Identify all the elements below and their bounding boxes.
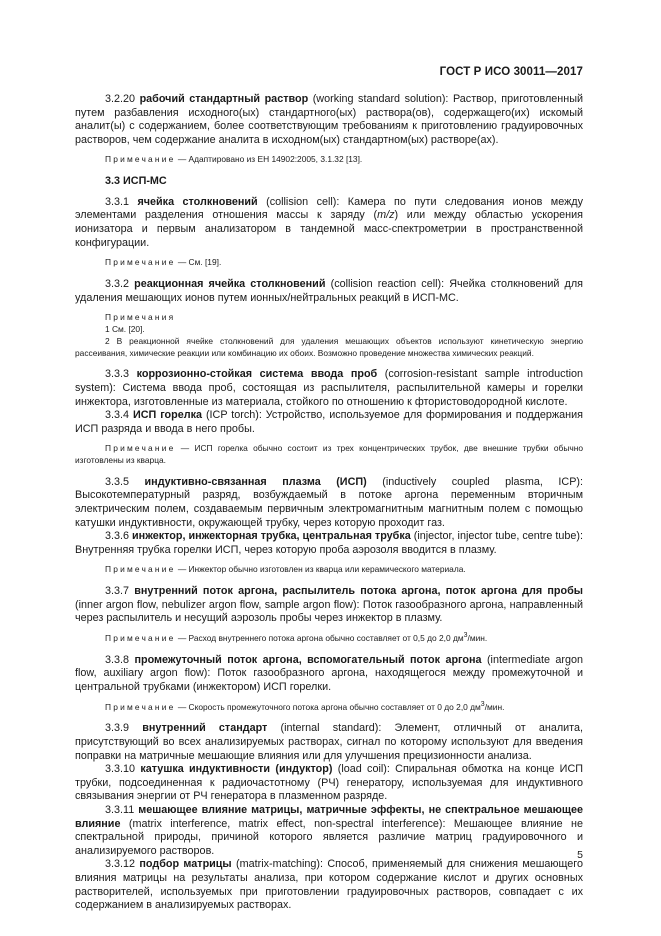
note-label: Примечание <box>105 257 176 268</box>
notes-label <box>75 312 583 324</box>
note-3-3-6 <box>75 564 583 576</box>
page-number: 5 <box>577 849 583 861</box>
entry-definition: (corrosion-resistant sample introduction system): Система ввода проб, состоящая из распылителя, распылительной камеры и горелки инжектора, изготовленные из материала, стойкого по отношению к фтористоводородной кислоте. <box>75 368 583 408</box>
entry-term: реакционная ячейка столкновений <box>134 277 326 290</box>
notes-label-text: Примечания <box>105 312 176 323</box>
entry-definition: (ICP torch): Устройство, используемое для формирования и поддержания ИСП разряда и ввода в него пробы. <box>75 409 584 435</box>
entry-number: 3.3.1 <box>105 195 130 208</box>
note-text: — Инжектор обычно изготовлен из кварца или керамического материала. <box>177 564 466 575</box>
entry-number: 3.3.8 <box>105 653 130 666</box>
entry-term: мешающее влияние матрицы, матричные эффекты, не спектральное мешающее влияние <box>75 803 583 830</box>
entry-definition: (collision cell): Камера по пути следования ионов между элементами разделения отношения массы к заряду ( <box>75 195 584 222</box>
standard-header: ГОСТ Р ИСО 30011—2017 <box>439 66 583 78</box>
note-3-3-1 <box>75 257 583 269</box>
entry-3-3-1 <box>75 196 583 250</box>
entry-definition: (matrix interference, matrix effect, non-spectral interference): Мешающее влияние не спектральной природы, причиной которого является различие матриц градуировочного и анализируемого растворов. <box>75 817 583 857</box>
entry-3-3-10 <box>75 763 583 804</box>
entry-term: индуктивно-связанная плазма (ИСП) <box>144 475 367 488</box>
entry-term: ИСП горелка <box>132 409 203 422</box>
note-superscript: 3 <box>480 700 485 708</box>
entry-term: подбор матрицы <box>139 858 232 871</box>
entry-term: промежуточный поток аргона, вспомогательный поток аргона <box>134 653 482 666</box>
note-3-3-2-1: 1 См. [20]. <box>105 323 145 334</box>
entry-number: 3.2.20 <box>105 93 136 105</box>
entry-3-3-6 <box>75 530 583 557</box>
note-3-2-20 <box>75 154 583 166</box>
note-text: — Адаптировано из ЕН 14902:2005, 3.1.32 [13]. <box>177 154 363 165</box>
entry-number: 3.3.4 <box>105 409 130 422</box>
entry-term: внутренний поток аргона, распылитель потока аргона, поток аргона для пробы <box>134 585 583 598</box>
note-text: — ИСП горелка обычно состоит из трех концентрических трубок, две внешние трубки обычно изготовлены из кварца. <box>75 443 583 466</box>
entry-term: коррозионно-стойкая система ввода проб <box>136 368 378 381</box>
entry-3-3-5 <box>75 476 583 530</box>
entry-number: 3.3.5 <box>105 475 130 488</box>
entry-3-3-7 <box>75 585 583 626</box>
note-label: Примечание <box>105 443 176 454</box>
entry-definition: (collision reaction cell): Ячейка столкновений для удаления мешающих ионов путем ионных/нейтральных реакций в ИСП-МС. <box>75 277 584 304</box>
entry-3-3-2 <box>75 278 583 305</box>
note-3-3-4 <box>75 443 583 467</box>
entry-definition: (injector, injector tube, centre tube): Внутренняя трубка горелки ИСП, через которую проба аэрозоля вводится в плазму. <box>75 530 583 556</box>
entry-definition: (matrix-matching): Способ, применяемый для снижения мешающего влияния матрицы на результаты анализа, при котором содержание кислот и других основных растворителей, используемых при приготовлении градуировочных растворов, совпадает с их содержанием в анализируемых растворах. <box>75 858 584 912</box>
note-text: — Расход внутреннего потока аргона обычно составляет от 0,5 до 2,0 дм <box>177 633 464 644</box>
section-heading-3-3: 3.3 ИСП-МС <box>105 175 167 188</box>
note-label: Примечание <box>105 154 176 165</box>
note-superscript: 3 <box>463 632 468 640</box>
note-label: Примечание <box>105 633 176 644</box>
note-text-end: /мин. <box>484 701 505 712</box>
entry-number: 3.3.6 <box>105 530 130 543</box>
entry-definition: (intermediate argon flow, auxiliary argon flow): Поток газообразного аргона, находящегося между промежуточной и центральной трубками (инжектором) ИСП горелки. <box>75 653 584 693</box>
entry-definition: (working standard solution): Раствор, приготовленный путем разбавления исходного(ых) стандартного(ых) раствора(ов), содержащего(их) искомый аналит(ы) с содержанием, более соответствующим требованиям к приготовлению градуировочных растворов, чем содержание аналита в исходном(ых) стандартном(ых) растворе(ах). <box>75 93 583 146</box>
entry-number: 3.3.2 <box>105 277 130 290</box>
entry-3-3-12 <box>75 858 583 912</box>
note-label: Примечание <box>105 701 176 712</box>
entry-3-2-20 <box>75 93 583 147</box>
entry-number: 3.3.12 <box>105 858 136 871</box>
entry-definition: (inductively coupled plasma, ICP): Высокотемпературный разряд, возбуждаемый в потоке аргона переменным вторичным электрическим полем, создаваемым первичным электромагнитным магнитным полем с помощью катушки индуктивности, окружающей трубку, через которую проходит газ. <box>75 475 583 529</box>
entry-number: 3.3.10 <box>105 763 136 776</box>
entry-term: рабочий стандартный раствор <box>139 93 309 105</box>
entry-term: инжектор, инжекторная трубка, центральная трубка <box>132 530 411 543</box>
entry-definition: (internal standard): Элемент, отличный от аналита, присутствующий во всех анализируемых растворах, сигнал по которому используют для введения поправки на матричные мешающие влияния или для улучшения прецизионности анализа. <box>75 722 584 762</box>
entry-term: внутренний стандарт <box>142 722 268 735</box>
mz-symbol: m/z <box>377 209 395 222</box>
entry-3-3-3 <box>75 368 583 409</box>
note-text: — См. [19]. <box>177 257 222 268</box>
entry-3-3-9 <box>75 722 583 763</box>
entry-3-3-4 <box>75 409 583 436</box>
note-3-3-8 <box>75 702 583 714</box>
note-3-3-7 <box>75 633 583 645</box>
entry-3-3-8 <box>75 654 583 695</box>
note-label: Примечание <box>105 564 176 575</box>
note-text: — Скорость промежуточного потока аргона обычно составляет от 0 до 2,0 дм <box>177 701 481 712</box>
entry-definition: (load coil): Спиральная обмотка на конце ИСП трубки, подсоединенная к радиочастотному (РЧ) генератору, используемая для индуктивного связывания энергии от РЧ генератора в плазменном разряде. <box>75 763 584 803</box>
entry-number: 3.3.3 <box>105 368 130 381</box>
entry-term: катушка индуктивности (индуктор) <box>140 763 333 776</box>
entry-number: 3.3.7 <box>105 585 130 598</box>
entry-term: ячейка столкновений <box>137 195 258 208</box>
entry-3-3-11 <box>75 804 583 858</box>
note-3-3-2-2: 2 В реакционной ячейке столкновений для удаления мешающих объектов используют кинетическую энергию рассеивания, химические реакции или комбинацию их обоих. Возможно проведение множества химических реакций. <box>75 335 583 358</box>
entry-number: 3.3.9 <box>105 722 130 735</box>
entry-definition-cont: ) или между областью ускорения ионизатора и первым анализатором в тандемной масс-спектрометрии в пространственной конфигурации. <box>75 209 583 249</box>
note-text-end: /мин. <box>467 633 488 644</box>
entry-definition: (inner argon flow, nebulizer argon flow, sample argon flow): Поток газообразного аргона, направленный через распылитель и несущий аэрозоль пробы через инжектор в плазму. <box>75 598 583 625</box>
page-content <box>75 93 583 913</box>
entry-number: 3.3.11 <box>105 803 135 816</box>
